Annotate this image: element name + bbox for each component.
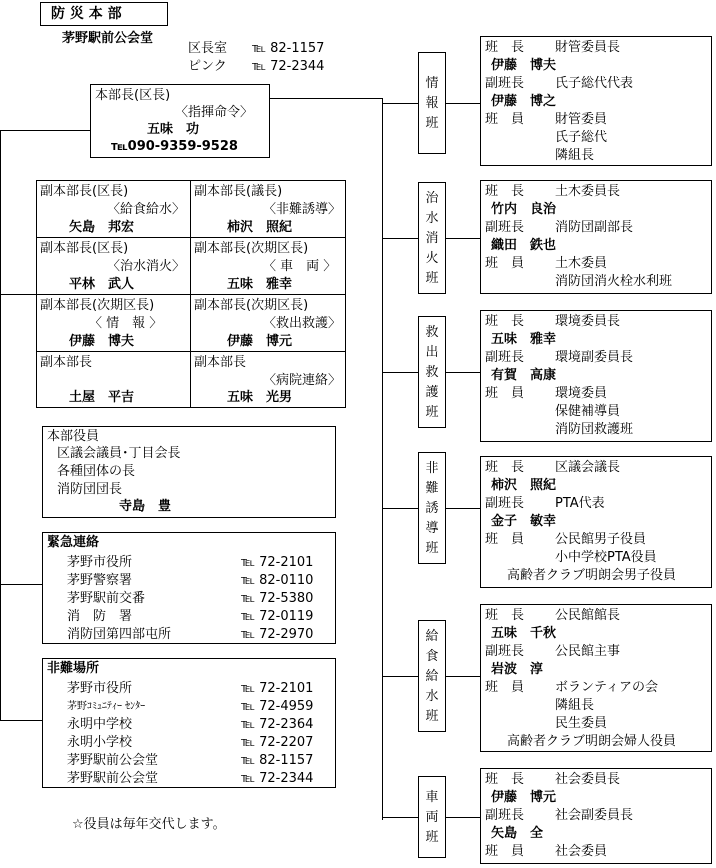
team-label-char: 非 xyxy=(425,461,439,476)
team-label-char: 報 xyxy=(425,96,439,111)
phone-label-1: 区長室 xyxy=(188,41,228,56)
team-role: 班 員 xyxy=(485,112,525,127)
emergency-tel: ℡ 72-5380 xyxy=(241,591,314,606)
phone-label-2: ピンク xyxy=(188,59,227,74)
title-box xyxy=(40,2,168,26)
team-label-char: 水 xyxy=(425,689,439,704)
deputy-duty: 〈 車 両 〉 xyxy=(263,259,337,274)
team-member-name: 岩波 淳 xyxy=(491,662,544,677)
deputy-role: 副本部長 xyxy=(194,355,247,370)
team-label-char: 誘 xyxy=(425,501,439,516)
team-member-role: 土木委員 xyxy=(555,256,608,271)
team-member-role: PTA代表 xyxy=(555,496,605,511)
team-label-char: 救 xyxy=(425,325,439,340)
emergency-box xyxy=(42,532,336,644)
shelter-place-name: 永明中学校 xyxy=(67,717,133,732)
team-label-box xyxy=(418,182,446,294)
emergency-place-name: 茅野駅前交番 xyxy=(67,591,146,606)
shelter-title: 非難場所 xyxy=(47,661,100,676)
team-member-name: 五味 雅幸 xyxy=(491,332,557,347)
emergency-place-name: 茅野市役所 xyxy=(67,555,133,570)
team-label-char: 火 xyxy=(425,251,439,266)
deputy-name: 平林 武人 xyxy=(69,277,135,292)
shelter-tel: ℡ 72-4959 xyxy=(241,699,314,714)
team-member-role: 保健補導員 xyxy=(555,404,621,419)
team-role: 副班長 xyxy=(485,644,525,659)
team-detail-box xyxy=(480,768,712,864)
location-name: 茅野駅前公会堂 xyxy=(62,31,154,46)
shelter-place-name: 茅野駅前公会堂 xyxy=(67,771,159,786)
team-label-char: 給 xyxy=(425,629,439,644)
phone-tel-2: ℡ 72-2344 xyxy=(252,59,325,74)
chief-role: 本部長(区長) xyxy=(95,88,171,103)
team-label-char: 消 xyxy=(425,231,439,246)
team-member-role: 民生委員 xyxy=(555,716,608,731)
team-label-box xyxy=(418,776,446,858)
deputy-role: 副本部長(次期区長) xyxy=(194,241,309,256)
deputy-name: 伊藤 博夫 xyxy=(69,334,135,349)
team-member-role: 高齢者クラブ明朗会婦人役員 xyxy=(507,734,677,749)
team-label-char: 救 xyxy=(425,365,439,380)
team-member-role: 消防団消火栓水利班 xyxy=(555,274,673,289)
team-detail-box xyxy=(480,180,712,294)
team-member-role: 高齢者クラブ明朗会男子役員 xyxy=(507,568,677,583)
deputy-name: 伊藤 博元 xyxy=(227,334,293,349)
officers-name: 寺島 豊 xyxy=(119,499,172,514)
officers-title: 本部役員 xyxy=(47,429,100,444)
team-label-box xyxy=(418,316,446,428)
shelter-tel: ℡ 72-2344 xyxy=(241,771,314,786)
deputy-duty: 〈治水消火〉 xyxy=(107,259,186,274)
shelter-box xyxy=(42,658,336,788)
emergency-tel: ℡ 72-2101 xyxy=(241,555,314,570)
team-label-char: 班 xyxy=(425,709,439,724)
team-member-role: 区議会議長 xyxy=(555,460,621,475)
team-member-role: 社会委員 xyxy=(555,844,608,859)
team-member-role: 社会委員長 xyxy=(555,772,621,787)
team-member-role: ボランティアの会 xyxy=(555,680,658,695)
shelter-place-name: 永明小学校 xyxy=(67,735,133,750)
deputy-name: 土屋 平吉 xyxy=(69,390,135,405)
team-label-char: 給 xyxy=(425,669,439,684)
page-title: 防 災 本 部 xyxy=(51,6,122,22)
team-role: 班 員 xyxy=(485,386,525,401)
team-role: 副班長 xyxy=(485,808,525,823)
team-label-char: 水 xyxy=(425,211,439,226)
emergency-place-name: 茅野警察署 xyxy=(67,573,133,588)
chief-name: 五味 功 xyxy=(147,122,200,137)
team-label-char: 治 xyxy=(425,191,439,206)
shelter-tel: ℡ 72-2364 xyxy=(241,717,314,732)
team-role: 班 員 xyxy=(485,680,525,695)
deputy-role: 副本部長(区長) xyxy=(40,184,129,199)
team-role: 班 員 xyxy=(485,256,525,271)
team-label-char: 班 xyxy=(425,830,439,845)
team-member-name: 有賀 高康 xyxy=(491,368,557,383)
deputy-role: 副本部長(次期区長) xyxy=(194,298,309,313)
team-label-box xyxy=(418,452,446,564)
team-label-char: 班 xyxy=(425,271,439,286)
team-label-char: 両 xyxy=(425,810,439,825)
team-role: 副班長 xyxy=(485,76,525,91)
team-member-name: 矢島 全 xyxy=(491,826,544,841)
team-role: 副班長 xyxy=(485,496,525,511)
deputy-duty: 〈給食給水〉 xyxy=(107,202,186,217)
team-member-role: 環境委員長 xyxy=(555,314,621,329)
deputy-role: 副本部長 xyxy=(40,355,93,370)
team-role: 班 長 xyxy=(485,184,525,199)
team-role: 副班長 xyxy=(485,350,525,365)
team-member-name: 金子 敏幸 xyxy=(491,514,557,529)
team-member-role: 隣組長 xyxy=(555,148,595,163)
team-role: 班 長 xyxy=(485,460,525,475)
team-role: 班 長 xyxy=(485,608,525,623)
team-label-char: 情 xyxy=(425,76,439,91)
team-label-char: 護 xyxy=(425,385,439,400)
team-label-char: 班 xyxy=(425,116,439,131)
team-label-box xyxy=(418,620,446,732)
team-member-role: 財管委員 xyxy=(555,112,608,127)
team-label-box xyxy=(418,52,446,154)
shelter-place-name: 茅野市役所 xyxy=(67,681,133,696)
team-member-role: 財管委員長 xyxy=(555,40,621,55)
shelter-tel: ℡ 82-1157 xyxy=(241,753,314,768)
team-member-role: 公民館主事 xyxy=(555,644,621,659)
team-member-role: 環境副委員長 xyxy=(555,350,634,365)
team-member-role: 氏子総代 xyxy=(555,130,608,145)
team-role: 班 長 xyxy=(485,772,525,787)
team-member-role: 消防団副部長 xyxy=(555,220,634,235)
team-member-role: 隣組長 xyxy=(555,698,595,713)
shelter-tel: ℡ 72-2207 xyxy=(241,735,314,750)
team-member-name: 織田 鉄也 xyxy=(491,238,557,253)
deputy-name: 五味 雅幸 xyxy=(227,277,293,292)
team-member-role: 小中学校PTA役員 xyxy=(555,550,657,565)
team-role: 班 員 xyxy=(485,532,525,547)
officers-box xyxy=(42,426,336,518)
team-label-char: 難 xyxy=(425,481,439,496)
emergency-place-name: 消 防 署 xyxy=(67,609,133,624)
deputy-role: 副本部長(次期区長) xyxy=(40,298,155,313)
shelter-tel: ℡ 72-2101 xyxy=(241,681,314,696)
team-member-role: 消防団救護班 xyxy=(555,422,634,437)
deputies-grid xyxy=(36,180,346,408)
team-member-role: 環境委員 xyxy=(555,386,608,401)
footnote: ☆役員は毎年交代します。 xyxy=(72,817,226,832)
team-label-char: 食 xyxy=(425,649,439,664)
shelter-place-name: 茅野ｺﾐｭﾆﾃｨｰ ｾﾝﾀｰ xyxy=(67,701,146,712)
deputy-duty: 〈病院連絡〉 xyxy=(263,373,342,388)
phone-tel-1: ℡ 82-1157 xyxy=(252,41,325,56)
team-member-role: 公民館館長 xyxy=(555,608,621,623)
deputy-role: 副本部長(区長) xyxy=(40,241,129,256)
team-detail-box xyxy=(480,604,712,752)
deputy-duty: 〈救出救護〉 xyxy=(263,316,342,331)
team-label-char: 班 xyxy=(425,405,439,420)
team-detail-box xyxy=(480,310,712,442)
team-member-role: 土木委員長 xyxy=(555,184,621,199)
shelter-place-name: 茅野駅前公会堂 xyxy=(67,753,159,768)
team-role: 班 長 xyxy=(485,40,525,55)
team-label-char: 出 xyxy=(425,345,439,360)
chief-tel: ℡090-9359-9528 xyxy=(111,139,238,154)
emergency-tel: ℡ 72-2970 xyxy=(241,627,314,642)
chief-box xyxy=(90,84,270,158)
officers-item: 消防団団長 xyxy=(57,482,123,497)
emergency-tel: ℡ 82-0110 xyxy=(241,573,314,588)
emergency-title: 緊急連絡 xyxy=(47,535,100,550)
team-member-name: 柿沢 照紀 xyxy=(491,478,557,493)
officers-item: 各種団体の長 xyxy=(57,464,136,479)
team-role: 班 員 xyxy=(485,844,525,859)
team-member-role: 氏子総代代表 xyxy=(555,76,634,91)
deputy-name: 柿沢 照紀 xyxy=(227,220,293,235)
deputy-duty: 〈 情 報 〉 xyxy=(89,316,163,331)
team-member-name: 伊藤 博夫 xyxy=(491,58,557,73)
officers-item: 区議会議員･丁目会長 xyxy=(57,446,181,461)
deputy-duty: 〈非難誘導〉 xyxy=(263,202,342,217)
deputy-name: 矢島 邦宏 xyxy=(69,220,135,235)
team-label-char: 車 xyxy=(425,790,439,805)
team-member-name: 竹内 良治 xyxy=(491,202,557,217)
team-member-role: 社会副委員長 xyxy=(555,808,634,823)
team-label-char: 班 xyxy=(425,541,439,556)
deputy-role: 副本部長(議長) xyxy=(194,184,283,199)
team-member-name: 伊藤 博元 xyxy=(491,790,557,805)
team-member-name: 伊藤 博之 xyxy=(491,94,557,109)
emergency-place-name: 消防団第四部屯所 xyxy=(67,627,172,642)
team-detail-box xyxy=(480,36,712,166)
team-member-role: 公民館男子役員 xyxy=(555,532,647,547)
team-detail-box xyxy=(480,456,712,588)
team-role: 副班長 xyxy=(485,220,525,235)
chief-duty: 〈指揮命令〉 xyxy=(175,105,254,120)
emergency-tel: ℡ 72-0119 xyxy=(241,609,314,624)
team-label-char: 導 xyxy=(425,521,439,536)
team-member-name: 五味 千秋 xyxy=(491,626,557,641)
team-role: 班 長 xyxy=(485,314,525,329)
deputy-name: 五味 光男 xyxy=(227,390,293,405)
